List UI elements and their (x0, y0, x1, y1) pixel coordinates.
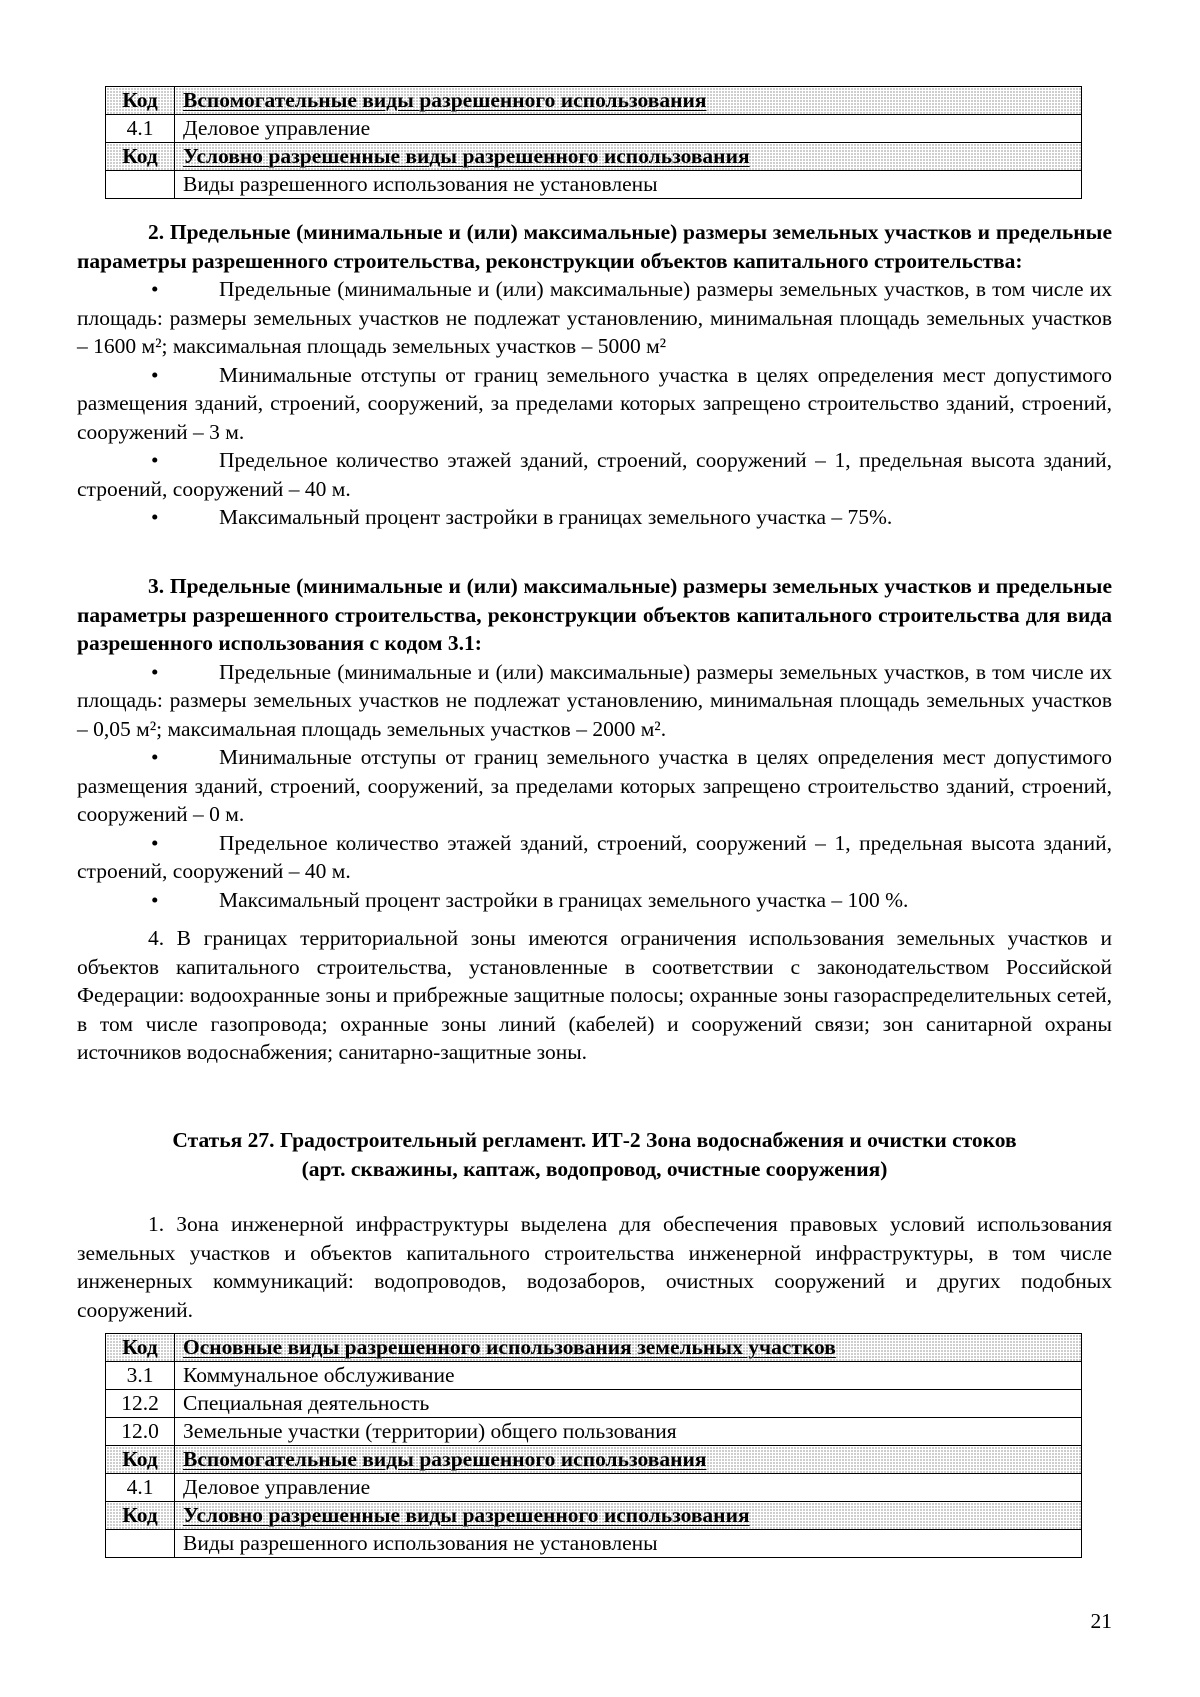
section-header-cell: Условно разрешенные виды разрешенного использования (175, 143, 1082, 171)
section-3 (77, 572, 1112, 914)
article-title-line-1: Статья 27. Градостроительный регламент. ИТ-2 Зона водоснабжения и очистки стоков (172, 1128, 1017, 1152)
bullet-icon: • (151, 448, 159, 472)
code-cell: 12.0 (106, 1418, 175, 1446)
section-2 (77, 218, 1112, 532)
code-header-cell: Код (106, 1502, 175, 1530)
bullet-text: Максимальный процент застройки в границах земельного участка – 75%. (219, 505, 893, 529)
section-header-cell: Условно разрешенные виды разрешенного использования (175, 1502, 1082, 1530)
bullet-item (77, 361, 1112, 447)
table-header-row (106, 87, 1082, 115)
table-row (106, 1418, 1082, 1446)
bullet-icon: • (151, 277, 159, 301)
bullet-item (77, 275, 1112, 361)
bullet-item (77, 503, 1112, 532)
bullet-icon: • (151, 745, 159, 769)
table-row (106, 115, 1082, 143)
bullet-text: Максимальный процент застройки в границах земельного участка – 100 %. (219, 887, 909, 912)
permitted-use-table-1 (105, 86, 1082, 199)
bullet-text: Предельное количество этажей зданий, строений, сооружений – 1, предельная высота зданий, строений, сооружений – 40 м. (77, 830, 1112, 883)
permitted-use-table-2 (105, 1333, 1082, 1558)
table-row (106, 1390, 1082, 1418)
use-type-cell: Коммунальное обслуживание (175, 1362, 1082, 1390)
bullet-text: Минимальные отступы от границ земельного участка в целях определения мест допустимого размещения зданий, строений, сооружений, за пределами которых запрещено строительство зданий, строений, сооружений – 3 м. (77, 362, 1112, 444)
table-header-row (106, 1446, 1082, 1474)
section-4-paragraph: 4. В границах территориальной зоны имеются ограничения использования земельных участков и объектов капитального строительства, установленные в соответствии с законодательством Российской Федерации: водоохранные зоны и прибрежные защитные полосы; охранные зоны газораспределительных сетей, в том числе газопровода; охранные зоны линий (кабелей) и сооружений связи; зон санитарной охраны источников водоснабжения; санитарно-защитные зоны. (77, 926, 1112, 1064)
bullet-icon: • (151, 887, 159, 912)
article-intro (77, 1210, 1112, 1324)
section-2-heading: 2. Предельные (минимальные и (или) максимальные) размеры земельных участков и предельные параметры разрешенного строительства, реконструкции объектов капитального строительства: (77, 220, 1112, 273)
table-row (106, 171, 1082, 199)
code-cell (106, 1530, 175, 1558)
table-header-row (106, 1502, 1082, 1530)
article-intro-paragraph: 1. Зона инженерной инфраструктуры выделена для обеспечения правовых условий использования земельных участков и объектов капитального строительства инженерной инфраструктуры, в том числе инженерных коммуникаций: водопроводов, водозаборов, очистных сооружений и других подобных сооружений. (77, 1212, 1112, 1322)
code-cell: 12.2 (106, 1390, 175, 1418)
use-type-cell: Деловое управление (175, 1474, 1082, 1502)
bullet-text: Минимальные отступы от границ земельного участка в целях определения мест допустимого размещения зданий, строений, сооружений, за пределами которых запрещено строительство зданий, строений, сооружений – 0 м. (77, 745, 1112, 826)
section-header-cell: Вспомогательные виды разрешенного использования (175, 1446, 1082, 1474)
code-cell: 3.1 (106, 1362, 175, 1390)
bullet-item (77, 886, 1112, 915)
use-type-cell: Деловое управление (175, 115, 1082, 143)
code-header-cell: Код (106, 1446, 175, 1474)
code-header-cell: Код (106, 143, 175, 171)
section-4 (77, 924, 1112, 1067)
code-header-cell: Код (106, 87, 175, 115)
page-number: 21 (1090, 1609, 1112, 1633)
bullet-item (77, 743, 1112, 829)
bullet-item (77, 658, 1112, 744)
code-cell: 4.1 (106, 115, 175, 143)
bullet-text: Предельные (минимальные и (или) максимальные) размеры земельных участков, в том числе их площадь: размеры земельных участков не подлежат установлению, минимальная площадь земельных участков – 1600 м²; максимальная площадь земельных участков – 5000 м² (77, 277, 1112, 358)
bullet-icon: • (151, 505, 159, 529)
section-header-cell: Основные виды разрешенного использования земельных участков (175, 1334, 1082, 1362)
bullet-icon: • (151, 659, 159, 684)
use-type-cell: Специальная деятельность (175, 1390, 1082, 1418)
table-row (106, 1362, 1082, 1390)
bullet-icon: • (151, 830, 159, 855)
use-type-cell: Виды разрешенного использования не установлены (175, 171, 1082, 199)
use-type-cell: Виды разрешенного использования не установлены (175, 1530, 1082, 1558)
bullet-text: Предельное количество этажей зданий, строений, сооружений – 1, предельная высота зданий, строений, сооружений – 40 м. (77, 448, 1112, 501)
section-3-heading: 3. Предельные (минимальные и (или) максимальные) размеры земельных участков и предельные параметры разрешенного строительства, реконструкции объектов капитального строительства для вида разрешенного использования с кодом 3.1: (77, 574, 1112, 655)
code-cell (106, 171, 175, 199)
section-header-cell: Вспомогательные виды разрешенного использования (175, 87, 1082, 115)
bullet-item (77, 446, 1112, 503)
bullet-text: Предельные (минимальные и (или) максимальные) размеры земельных участков, в том числе их площадь: размеры земельных участков не подлежат установлению, минимальная площадь земельных участков – 0,05 м²; максимальная площадь земельных участков – 2000 м². (77, 659, 1112, 741)
table-row (106, 1530, 1082, 1558)
table-row (106, 1474, 1082, 1502)
code-cell: 4.1 (106, 1474, 175, 1502)
article-title-line-2: (арт. скважины, каптаж, водопровод, очистные сооружения) (301, 1157, 888, 1181)
bullet-icon: • (151, 362, 159, 387)
use-type-cell: Земельные участки (территории) общего пользования (175, 1418, 1082, 1446)
table-header-row (106, 143, 1082, 171)
table-header-row (106, 1334, 1082, 1362)
bullet-item (77, 829, 1112, 886)
code-header-cell: Код (106, 1334, 175, 1362)
